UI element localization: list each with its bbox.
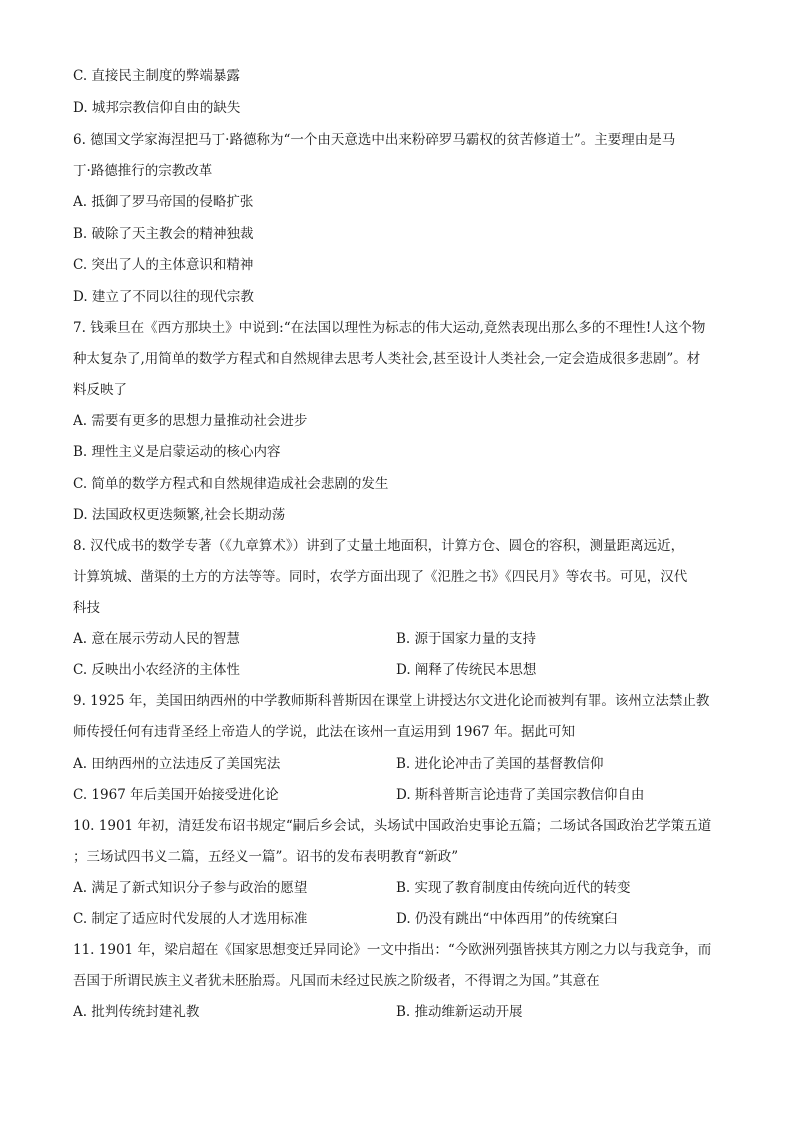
q9-option-a: A. 田纳西州的立法违反了美国宪法: [73, 756, 281, 772]
q8-stem-line-3: 科技: [73, 600, 100, 616]
q10-option-b: B. 实现了教育制度由传统向近代的转变: [396, 880, 631, 896]
q7-stem-line-3: 料反映了: [73, 382, 127, 398]
q10-option-c: C. 制定了适应时代发展的人才选用标准: [73, 911, 308, 927]
q7-stem-line-1: 7. 钱乘旦在《西方那块土》中说到:“在法国以理性为标志的伟大运动,竟然表现出那么多的不理性!人这个物: [73, 320, 706, 336]
q11-option-a: A. 批判传统封建礼教: [73, 1004, 200, 1020]
q8-option-d: D. 阐释了传统民本思想: [396, 662, 537, 678]
q7-option-b: B. 理性主义是启蒙运动的核心内容: [73, 444, 281, 460]
q10-option-d: D. 仍没有跳出“中体西用”的传统窠臼: [396, 911, 618, 927]
q6-option-d: D. 建立了不同以往的现代宗教: [73, 289, 254, 305]
q10-stem-line-1: 10. 1901 年初，清廷发布诏书规定“嗣后乡会试，头场试中国政治史事论五篇；二场试各国政治艺学策五道: [73, 818, 712, 834]
q5-option-d: D. 城邦宗教信仰自由的缺失: [73, 100, 241, 116]
q8-option-c: C. 反映出小农经济的主体性: [73, 662, 240, 678]
q10-option-a: A. 满足了新式知识分子参与政治的愿望: [73, 880, 308, 896]
q9-stem-line-1: 9. 1925 年，美国田纳西州的中学教师斯科普斯因在课堂上讲授达尔文进化论而被判有罪。该州立法禁止教: [73, 693, 710, 709]
q6-stem-line-2: 丁·路德推行的宗教改革: [73, 163, 213, 179]
q11-stem-line-1: 11. 1901 年，梁启超在《国家思想变迁异同论》一文中指出：“今欧洲列强皆挟其方刚之力以与我竞争，而: [73, 942, 712, 958]
q8-stem-line-2: 计算筑城、凿渠的土方的方法等等。同时，农学方面出现了《氾胜之书》《四民月》等农书。可见，汉代: [73, 569, 688, 585]
q7-option-a: A. 需要有更多的思想力量推动社会进步: [73, 413, 308, 429]
q6-option-b: B. 破除了天主教会的精神独裁: [73, 226, 254, 242]
q6-stem-line-1: 6. 德国文学家海涅把马丁·路德称为“一个由天意选中出来粉碎罗马霸权的贫苦修道士”。主要理由是马: [73, 132, 676, 148]
q9-option-d: D. 斯科普斯言论违背了美国宗教信仰自由: [396, 787, 645, 803]
q9-option-c: C. 1967 年后美国开始接受进化论: [73, 787, 279, 803]
q9-option-b: B. 进化论冲击了美国的基督教信仰: [396, 756, 604, 772]
q8-option-b: B. 源于国家力量的支持: [396, 631, 537, 647]
q10-stem-line-2: ；三场试四书义二篇，五经义一篇”。诏书的发布表明教育“新政”: [73, 849, 459, 865]
q7-option-d: D. 法国政权更迭频繁,社会长期动荡: [73, 507, 286, 523]
q5-option-c: C. 直接民主制度的弊端暴露: [73, 68, 240, 84]
q8-option-a: A. 意在展示劳动人民的智慧: [73, 631, 240, 647]
q11-stem-line-2: 吾国于所谓民族主义者犹未胚胎焉。凡国而未经过民族之阶级者，不得谓之为国。”其意在: [73, 973, 600, 989]
q11-option-b: B. 推动维新运动开展: [396, 1004, 523, 1020]
q6-option-a: A. 抵御了罗马帝国的侵略扩张: [73, 194, 254, 210]
q9-stem-line-2: 师传授任何有违背圣经上帝造人的学说，此法在该州一直运用到 1967 年。据此可知: [73, 724, 575, 740]
q7-option-c: C. 简单的数学方程式和自然规律造成社会悲剧的发生: [73, 476, 389, 492]
q8-stem-line-1: 8. 汉代成书的数学专著（《九章算术》）讲到了丈量土地面积，计算方仓、圆仓的容积，测量距离远近，: [73, 538, 685, 554]
q6-option-c: C. 突出了人的主体意识和精神: [73, 257, 254, 273]
q7-stem-line-2: 种太复杂了,用简单的数学方程式和自然规律去思考人类社会,甚至设计人类社会,一定会造成很多悲剧”。材: [73, 351, 701, 367]
